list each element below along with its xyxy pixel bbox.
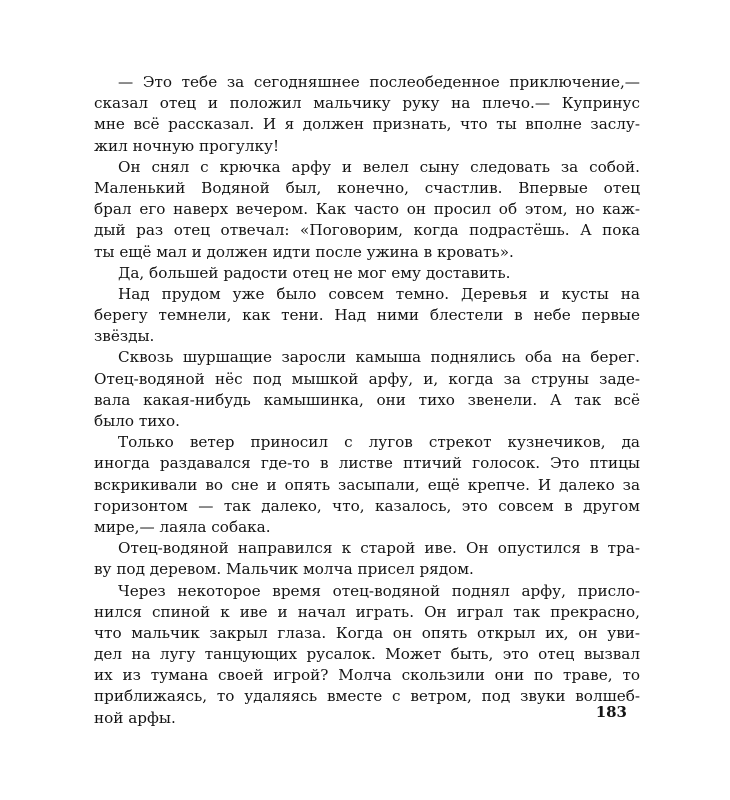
text-line: дый раз отец отвечал: «Поговорим, когда подрастёшь. А пока <box>94 221 640 240</box>
text-line: ву под деревом. Мальчик молча присел рядом. <box>94 560 474 579</box>
text-line: вскрикивали во сне и опять засыпали, ещё крепче. И далеко за <box>94 475 640 494</box>
text-line: звёзды. <box>94 327 155 346</box>
text-line: — Это тебе за сегодняшнее послеобеденное приключение,— <box>118 73 640 91</box>
text-line: вала какая-нибудь камышинка, они тихо звенели. А так всё <box>94 390 640 409</box>
text-line: Через некоторое время отец-водяной поднял арфу, присло- <box>118 581 640 600</box>
text-line: Сквозь шуршащие заросли камыша поднялись оба на берег. <box>118 348 640 367</box>
text-line: берегу темнели, как тени. Над ними блестели в небе первые <box>94 306 640 325</box>
text-line: приближаясь, то удаляясь вместе с ветром, под звуки волшеб- <box>94 687 640 706</box>
text-line: мире,— лаяла собака. <box>94 517 271 536</box>
text-line: горизонтом — так далеко, что, казалось, это совсем в другом <box>94 496 640 515</box>
text-line: жил ночную прогулку! <box>94 136 280 155</box>
text-line: дел на лугу танцующих русалок. Может быть, это отец вызвал <box>94 645 640 664</box>
text-line: сказал отец и положил мальчику руку на плечо.— Купринус <box>94 94 640 113</box>
text-line: что мальчик закрыл глаза. Когда он опять открыл их, он уви- <box>94 623 640 642</box>
text-line: ты ещё мал и должен идти после ужина в кровать». <box>94 242 514 261</box>
text-line: нился спиной к иве и начал играть. Он играл так прекрасно, <box>94 602 640 621</box>
text-line: было тихо. <box>94 412 180 430</box>
text-line: Да, большей радости отец не мог ему доставить. <box>118 263 511 282</box>
text-line: Только ветер приносил с лугов стрекот кузнечиков, да <box>118 433 640 452</box>
text-line: ной арфы. <box>94 708 176 727</box>
text-line: иногда раздавался где-то в листве птичий голосок. Это птицы <box>94 454 640 473</box>
body-text <box>94 72 640 729</box>
text-line: мне всё рассказал. И я должен признать, что ты вполне заслу- <box>94 115 640 134</box>
text-line: Отец-водяной направился к старой иве. Он опустился в тра- <box>118 539 640 558</box>
text-line: Отец-водяной нёс под мышкой арфу, и, когда за струны заде- <box>94 369 640 388</box>
text-line: их из тумана своей игрой? Молча скользили они по траве, то <box>94 666 640 685</box>
text-line: Маленький Водяной был, конечно, счастлив. Впервые отец <box>94 178 640 197</box>
text-line: Он снял с крючка арфу и велел сыну следовать за собой. <box>118 157 640 176</box>
text-line: Над прудом уже было совсем темно. Деревья и кусты на <box>118 284 640 303</box>
page-number: 183 <box>595 703 627 721</box>
text-line: брал его наверх вечером. Как часто он просил об этом, но каж- <box>94 200 640 219</box>
